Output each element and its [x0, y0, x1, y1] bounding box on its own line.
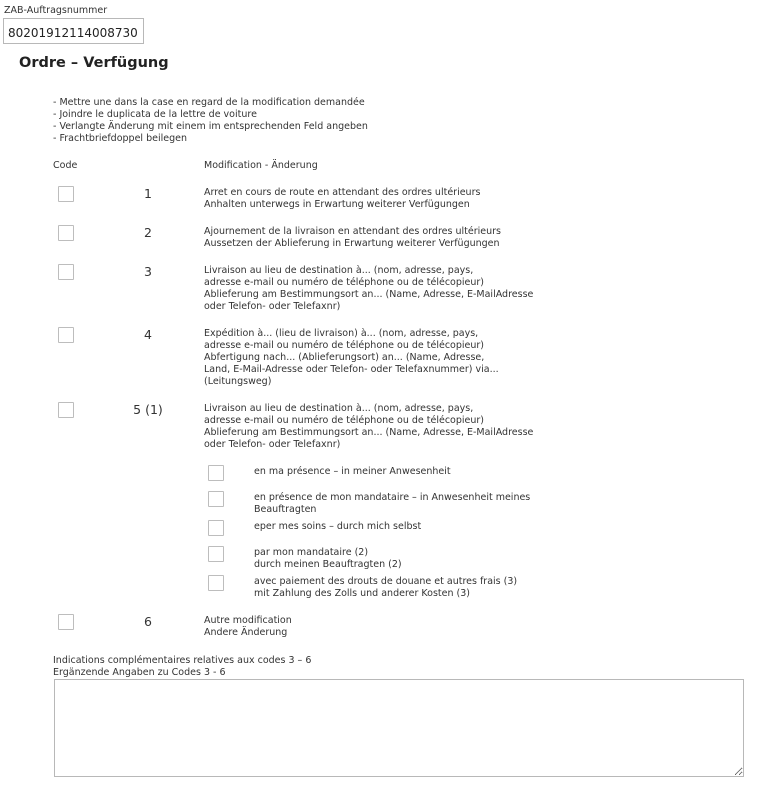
instruction-line: - Mettre une dans la case en regard de la modification demandée: [53, 97, 365, 108]
option-4-code: 4: [144, 327, 152, 342]
option-text-line: oder Telefon- oder Telefaxnr): [204, 439, 341, 450]
suboption-text-line: en présence de mon mandataire – in Anwesenheit meines: [254, 492, 531, 503]
option-2-checkbox[interactable]: [58, 225, 74, 241]
additional-info-label: [53, 655, 311, 679]
suboption-agent-presence-label: [254, 492, 530, 516]
option-2-code: 2: [144, 225, 152, 240]
option-3-code: 3: [144, 264, 152, 279]
suboption-customs-payment-checkbox[interactable]: [208, 575, 224, 591]
suboption-text-line: Beauftragten: [254, 504, 317, 515]
instructions: [53, 97, 368, 145]
option-text-line: Land, E-Mail-Adresse oder Telefon- oder Telefaxnummer) via...: [204, 364, 499, 375]
suboption-agent-checkbox[interactable]: [208, 546, 224, 562]
instruction-line: - Frachtbriefdoppel beilegen: [53, 133, 187, 144]
instruction-line: - Joindre le duplicata de la lettre de voiture: [53, 109, 257, 120]
option-text-line: adresse e-mail ou numéro de téléphone ou de télécopieur): [204, 340, 485, 351]
option-5-description: [204, 403, 533, 451]
page-title: Ordre – Verfügung: [19, 55, 169, 71]
option-text-line: Livraison au lieu de destination à... (nom, adresse, pays,: [204, 403, 474, 414]
suboption-self-label: [254, 521, 421, 533]
option-text-line: oder Telefon- oder Telefaxnr): [204, 301, 341, 312]
option-text-line: Livraison au lieu de destination à... (nom, adresse, pays,: [204, 265, 474, 276]
option-3-description: [204, 265, 533, 313]
suboption-presence-label: [254, 466, 451, 478]
order-number-label: ZAB-Auftragsnummer: [4, 5, 108, 16]
option-text-line: Ajournement de la livraison en attendant des ordres ultérieurs: [204, 226, 501, 237]
option-1-code: 1: [144, 186, 152, 201]
option-text-line: Anhalten unterwegs in Erwartung weiterer Verfügungen: [204, 199, 470, 210]
option-5-checkbox[interactable]: [58, 402, 74, 418]
suboption-presence-checkbox[interactable]: [208, 465, 224, 481]
additional-info-label-fr: Indications complémentaires relatives aux codes 3 – 6: [53, 655, 312, 666]
option-text-line: Expédition à... (lieu de livraison) à... (nom, adresse, pays,: [204, 328, 479, 339]
option-text-line: Andere Änderung: [204, 627, 288, 638]
option-4-checkbox[interactable]: [58, 327, 74, 343]
additional-info-label-de: Ergänzende Angaben zu Codes 3 - 6: [53, 667, 226, 678]
option-3-checkbox[interactable]: [58, 264, 74, 280]
option-text-line: (Leitungsweg): [204, 376, 272, 387]
option-text-line: Autre modification: [204, 615, 292, 626]
suboption-text-line: mit Zahlung des Zolls und anderer Kosten (3): [254, 588, 470, 599]
option-4-description: [204, 328, 499, 388]
instruction-line: - Verlangte Änderung mit einem im entsprechenden Feld angeben: [53, 121, 368, 132]
suboption-text-line: par mon mandataire (2): [254, 547, 369, 558]
additional-info-textarea[interactable]: [54, 679, 744, 777]
option-5-code: 5 (1): [133, 402, 163, 417]
option-6-code: 6: [144, 614, 152, 629]
option-6-description: [204, 615, 292, 639]
option-text-line: Aussetzen der Ablieferung in Erwartung weiterer Verfügungen: [204, 238, 500, 249]
option-1-description: [204, 187, 480, 211]
option-text-line: Ablieferung am Bestimmungsort an... (Name, Adresse, E-MailAdresse: [204, 427, 534, 438]
option-text-line: adresse e-mail ou numéro de téléphone ou de télécopieur): [204, 415, 485, 426]
suboption-text-line: durch meinen Beauftragten (2): [254, 559, 402, 570]
modification-column-header: Modification - Änderung: [204, 160, 318, 171]
suboption-text-line: avec paiement des drouts de douane et autres frais (3): [254, 576, 518, 587]
option-text-line: Arret en cours de route en attendant des ordres ultérieurs: [204, 187, 481, 198]
suboption-text-line: eper mes soins – durch mich selbst: [254, 521, 422, 532]
order-number-input[interactable]: [3, 18, 144, 44]
option-text-line: Ablieferung am Bestimmungsort an... (Name, Adresse, E-MailAdresse: [204, 289, 534, 300]
suboption-customs-payment-label: [254, 576, 517, 600]
suboption-text-line: en ma présence – in meiner Anwesenheit: [254, 466, 451, 477]
suboption-agent-label: [254, 547, 402, 571]
suboption-agent-presence-checkbox[interactable]: [208, 491, 224, 507]
option-2-description: [204, 226, 501, 250]
code-column-header: Code: [53, 160, 78, 171]
suboption-self-checkbox[interactable]: [208, 520, 224, 536]
option-text-line: adresse e-mail ou numéro de téléphone ou de télécopieur): [204, 277, 485, 288]
option-6-checkbox[interactable]: [58, 614, 74, 630]
option-1-checkbox[interactable]: [58, 186, 74, 202]
option-text-line: Abfertigung nach... (Ablieferungsort) an... (Name, Adresse,: [204, 352, 485, 363]
